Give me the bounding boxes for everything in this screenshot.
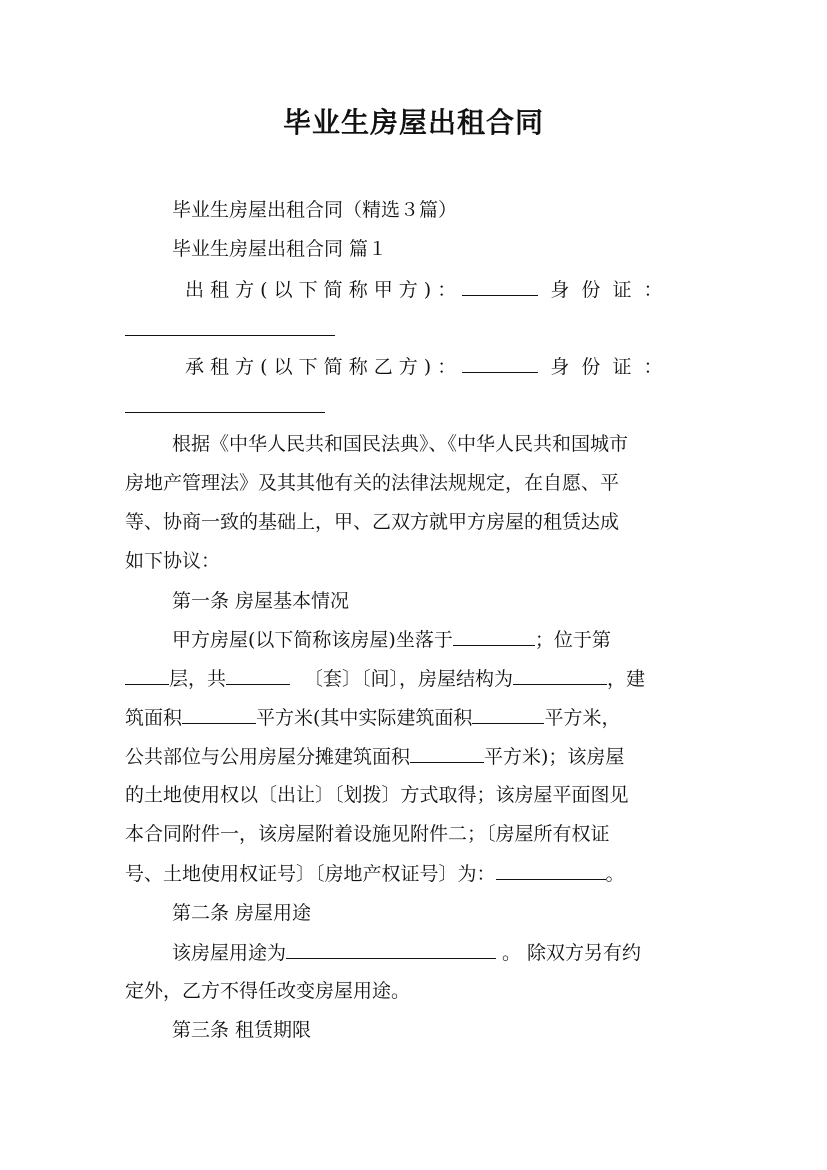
lessee-name-blank xyxy=(462,353,538,373)
lessee-label: 承 租 方 ( 以 下 简 称 乙 方 ) ： xyxy=(185,356,457,378)
usage-blank xyxy=(286,939,496,959)
location-blank xyxy=(453,626,535,646)
paragraph-line xyxy=(125,860,703,887)
unit-count-blank xyxy=(226,665,290,685)
text-span: 平方米(其中实际建筑面积 xyxy=(256,707,473,729)
floor-blank xyxy=(125,665,169,685)
paragraph-line xyxy=(125,704,703,731)
text-span: 。 除双方另有约 xyxy=(502,942,642,964)
structure-blank xyxy=(513,665,607,685)
paragraph-line xyxy=(125,665,703,692)
paragraph-line: 根据《中华人民共和国民法典》、《中华人民共和国城市 xyxy=(172,433,629,455)
text-span: 平方米， xyxy=(544,707,621,729)
lessee-id-blank xyxy=(125,411,325,413)
text-span: ，建 xyxy=(607,668,646,690)
text-span: ；位于第 xyxy=(534,629,611,651)
paragraph-line: 的土地使用权以〔出让〕〔划拨〕方式取得；该房屋平面图见 xyxy=(125,784,629,806)
text-span: 筑面积 xyxy=(125,707,183,729)
text-span: 。 xyxy=(605,863,625,885)
lessee-id-label: 身 份 证 ： xyxy=(550,356,666,378)
article-1-heading: 第一条 房屋基本情况 xyxy=(172,590,350,612)
text-span: 〔套〕〔间〕，房屋结构为 xyxy=(304,668,514,690)
document-subtitle: 毕业生房屋出租合同（精选３篇） xyxy=(172,199,458,221)
text-span: 甲方房屋(以下简称该房屋)坐落于 xyxy=(172,629,453,651)
certificate-number-blank xyxy=(496,860,606,880)
actual-area-blank xyxy=(472,704,544,724)
text-span: 层，共 xyxy=(169,668,227,690)
text-span: 平方米)；该房屋 xyxy=(484,746,625,768)
paragraph-line: 如下协议： xyxy=(125,550,221,572)
lessor-id-blank xyxy=(125,334,335,336)
lessor-name-blank xyxy=(462,276,538,296)
paragraph-line xyxy=(125,743,703,770)
lessee-line xyxy=(185,353,705,380)
text-span: 该房屋用途为 xyxy=(172,942,287,964)
paragraph-line: 等、协商一致的基础上，甲、乙双方就甲方房屋的租赁达成 xyxy=(125,511,620,533)
paragraph-line xyxy=(172,939,703,966)
lessor-label: 出 租 方 ( 以 下 简 称 甲 方 ) ： xyxy=(185,279,457,301)
article-2-heading: 第二条 房屋用途 xyxy=(172,902,312,924)
lessor-line xyxy=(185,276,705,303)
paragraph-line: 房地产管理法》及其其他有关的法律法规规定，在自愿、平 xyxy=(125,472,620,494)
article-3-heading: 第三条 租赁期限 xyxy=(172,1019,312,1041)
paragraph-line: 定外，乙方不得任改变房屋用途。 xyxy=(125,980,411,1002)
paragraph-line xyxy=(172,626,703,653)
paragraph-line: 本合同附件一，该房屋附着设施见附件二；〔房屋所有权证 xyxy=(125,823,610,845)
text-span: 号、土地使用权证号〕〔房地产权证号〕为： xyxy=(125,863,496,885)
document-title: 毕业生房屋出租合同 xyxy=(282,106,544,139)
area-blank xyxy=(182,704,256,724)
text-span: 公共部位与公用房屋分摊建筑面积 xyxy=(125,746,411,768)
lessor-id-label: 身 份 证 ： xyxy=(550,279,666,301)
section-heading-part1: 毕业生房屋出租合同 篇１ xyxy=(172,238,388,260)
shared-area-blank xyxy=(410,743,484,763)
